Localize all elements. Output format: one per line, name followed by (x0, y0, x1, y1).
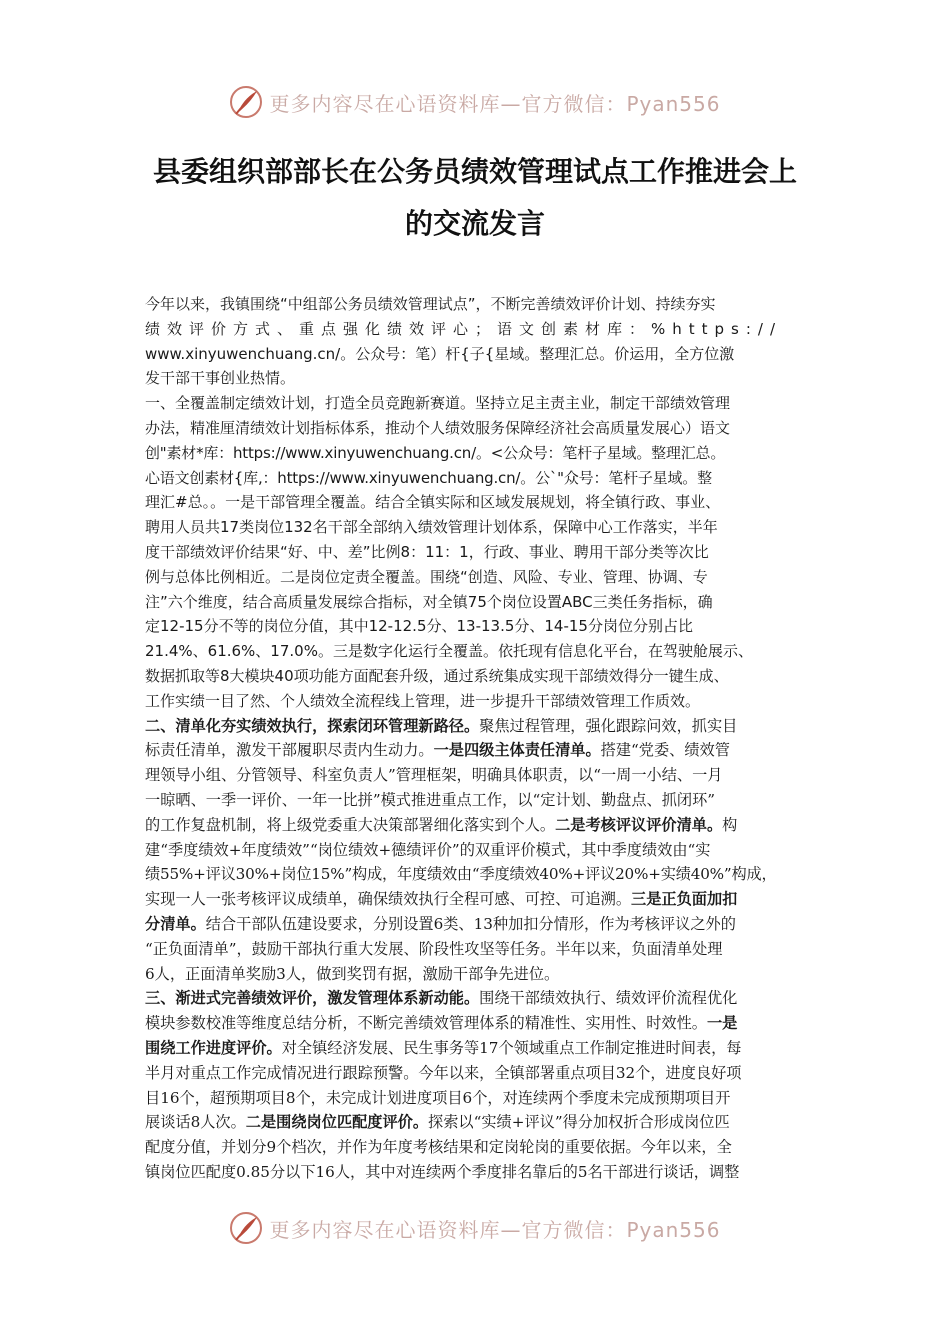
section-2-text: 搭建“党委、绩效管 (600, 741, 730, 760)
section-1-line: 度干部绩效评价结果“好、中、差”比例8：11：1，行政、事业、聘用干部分类等次比 (145, 542, 709, 561)
title-line-1: 县委组织部部长在公务员绩效管理试点工作推进会上 (152, 155, 797, 188)
section-2-subheading: 二是考核评议评价清单。 (555, 815, 723, 834)
section-2-subheading: 一是四级主体责任清单。 (433, 741, 601, 760)
intro-line: 今年以来，我镇围绕“中组部公务员绩效管理试点”，不断完善绩效评价计划、持续夯实 (145, 295, 716, 313)
section-3-text: 对全镇经济发展、民生事务等17个领域重点工作制定推进时间表，每 (281, 1038, 742, 1057)
intro-line: www.xinyuwenchuang.cn/。公众号：笔）杆{子{星域。整理汇总。价运用，全方位激 (145, 344, 735, 363)
section-1-line: 聘用人员共17类岗位132名干部全部纳入绩效管理计划体系，保障中心工作落实，半年 (145, 518, 718, 537)
section-2-text: 标责任清单，激发干部履职尽责内生动力。 (145, 741, 434, 760)
watermark-banner-top (0, 82, 950, 122)
section-3-line (145, 1011, 810, 1036)
page-title (130, 146, 820, 250)
section-2-subheading: 三是正负面加扣 (631, 890, 738, 909)
section-3-subheading: 围绕工作进度评价。 (145, 1038, 282, 1057)
section-3-line: 半月对重点工作完成情况进行跟踪预警。今年以来，全镇部署重点项目32个，进度良好项 (145, 1063, 742, 1082)
section-2-line: 绩55%+评议30%+岗位15%”构成，年度绩效由“季度绩效40%+评议20%+实绩40%”构成， (145, 865, 777, 884)
section-1-line: 理汇#总。。一是干部管理全覆盖。结合全镇实际和区域发展规划，将全镇行政、事业、 (145, 493, 721, 512)
watermark-text: 更多内容尽在心语资料库—官方微信：Pyan556 (269, 91, 721, 116)
section-2-heading: 二、清单化夯实绩效执行，探索闭环管理新路径。 (145, 716, 480, 735)
section-2-line: 建“季度绩效+年度绩效”“岗位绩效+德绩评价”的双重评价模式，其中季度绩效由“实 (145, 840, 711, 859)
intro-line: 绩效评价方式、重点强化绩效评心；语文创素材库：%https:// (145, 319, 783, 338)
section-2-line (145, 912, 810, 937)
quill-logo-icon (229, 85, 263, 119)
section-2-line: 一晾晒、一季一评价、一年一比拼”模式推进重点工作，以“定计划、勤盘点、抓闭环” (145, 790, 716, 809)
section-3-heading: 三、渐进式完善绩效评价，激发管理体系新动能。 (145, 989, 480, 1008)
section-3-line (145, 1110, 810, 1135)
section-1-line: 例与总体比例相近。二是岗位定责全覆盖。围绕“创造、风险、专业、管理、协调、专 (145, 567, 708, 586)
section-1-line: 办法，精准厘清绩效计划指标体系，推动个人绩效服务保障经济社会高质量发展心）语文 (145, 418, 731, 437)
section-1-line: 定12-15分不等的岗位分值，其中12-12.5分、13-13.5分、14-15分岗位分别占比 (145, 617, 693, 636)
section-2-line (145, 813, 810, 838)
section-3-text: 探索以“实绩+评议”得分加权折合形成岗位匹 (428, 1113, 730, 1132)
section-3-text: 围绕干部绩效执行、绩效评价流程优化 (479, 989, 738, 1008)
section-3-line (145, 1036, 810, 1061)
section-1-line: 21.4%、61.6%、17.0%。三是数字化运行全覆盖。依托现有信息化平台，在驾驶舱展示、 (145, 642, 753, 661)
section-2-text: 聚焦过程管理，强化跟踪问效，抓实目 (479, 716, 738, 735)
section-2-line (145, 887, 810, 912)
section-3-subheading: 二是围绕岗位匹配度评价。 (245, 1113, 429, 1132)
section-1-line: 工作实绩一目了然、个人绩效全流程线上管理，进一步提升干部绩效管理工作质效。 (145, 691, 701, 710)
section-2-text: 的工作复盘机制，将上级党委重大决策部署细化落实到个人。 (145, 815, 556, 834)
section-3-line: 目16个，超预期项目8个，未完成计划进度项目6个，对连续两个季度未完成预期项目开 (145, 1088, 731, 1107)
section-2-text: 构 (722, 815, 738, 834)
title-line-2: 的交流发言 (404, 207, 545, 240)
section-2-line: 6人，正面清单奖励3人，做到奖罚有据，激励干部争先进位。 (145, 964, 560, 983)
section-3-text: 展谈话8人次。 (145, 1113, 246, 1132)
intro-line: 发干部干事创业热情。 (145, 369, 296, 388)
section-2-subheading: 分清单。 (145, 914, 206, 933)
document-body (145, 292, 810, 1185)
section-1-line: 数据抓取等8大模块40项功能方面配套升级，通过系统集成实现干部绩效得分一键生成、 (145, 666, 729, 685)
section-2-line (145, 738, 810, 763)
section-3-text: 模块参数校准等维度总结分析，不断完善绩效管理体系的精准性、实用性、时效性。 (145, 1014, 707, 1033)
section-2-text: 结合干部队伍建设要求，分别设置6类、13种加扣分情形，作为考核评议之外的 (205, 914, 736, 933)
section-2-line: “正负面清单”，鼓励干部执行重大发展、阶段性攻坚等任务。半年以来，负面清单处理 (145, 939, 723, 958)
section-1-line: 创"素材*库：https://www.xinyuwenchuang.cn/。<公众号：笔杆子星域。整理汇总。 (145, 443, 726, 462)
quill-logo-icon (229, 1211, 263, 1245)
section-2-line: 理领导小组、分管领导、科室负责人”管理框架，明确具体职责，以“一周一小结、一月 (145, 766, 723, 785)
section-3-subheading: 一是 (706, 1014, 738, 1033)
section-2-text: 实现一人一张考核评议成绩单，确保绩效执行全程可感、可控、可追溯。 (145, 890, 631, 909)
section-2-line (145, 714, 810, 739)
section-1-line: 一、全覆盖制定绩效计划，打造全员竞跑新赛道。坚持立足主责主业，制定干部绩效管理 (145, 394, 731, 413)
section-1-line: 心语文创素材{库,：https://www.xinyuwenchuang.cn/。公`"众号：笔杆子星域。整 (145, 468, 712, 487)
section-3-line: 配度分值，并划分9个档次，并作为年度考核结果和定岗轮岗的重要依据。今年以来，全 (145, 1138, 732, 1157)
section-3-line (145, 986, 810, 1011)
watermark-text: 更多内容尽在心语资料库—官方微信：Pyan556 (269, 1217, 721, 1242)
section-1-line: 注”六个维度，结合高质量发展综合指标，对全镇75个岗位设置ABC三类任务指标，确 (145, 592, 713, 611)
section-3-line: 镇岗位匹配度0.85分以下16人，其中对连续两个季度排名靠后的5名干部进行谈话，调整 (145, 1162, 740, 1181)
watermark-banner-bottom (0, 1208, 950, 1248)
